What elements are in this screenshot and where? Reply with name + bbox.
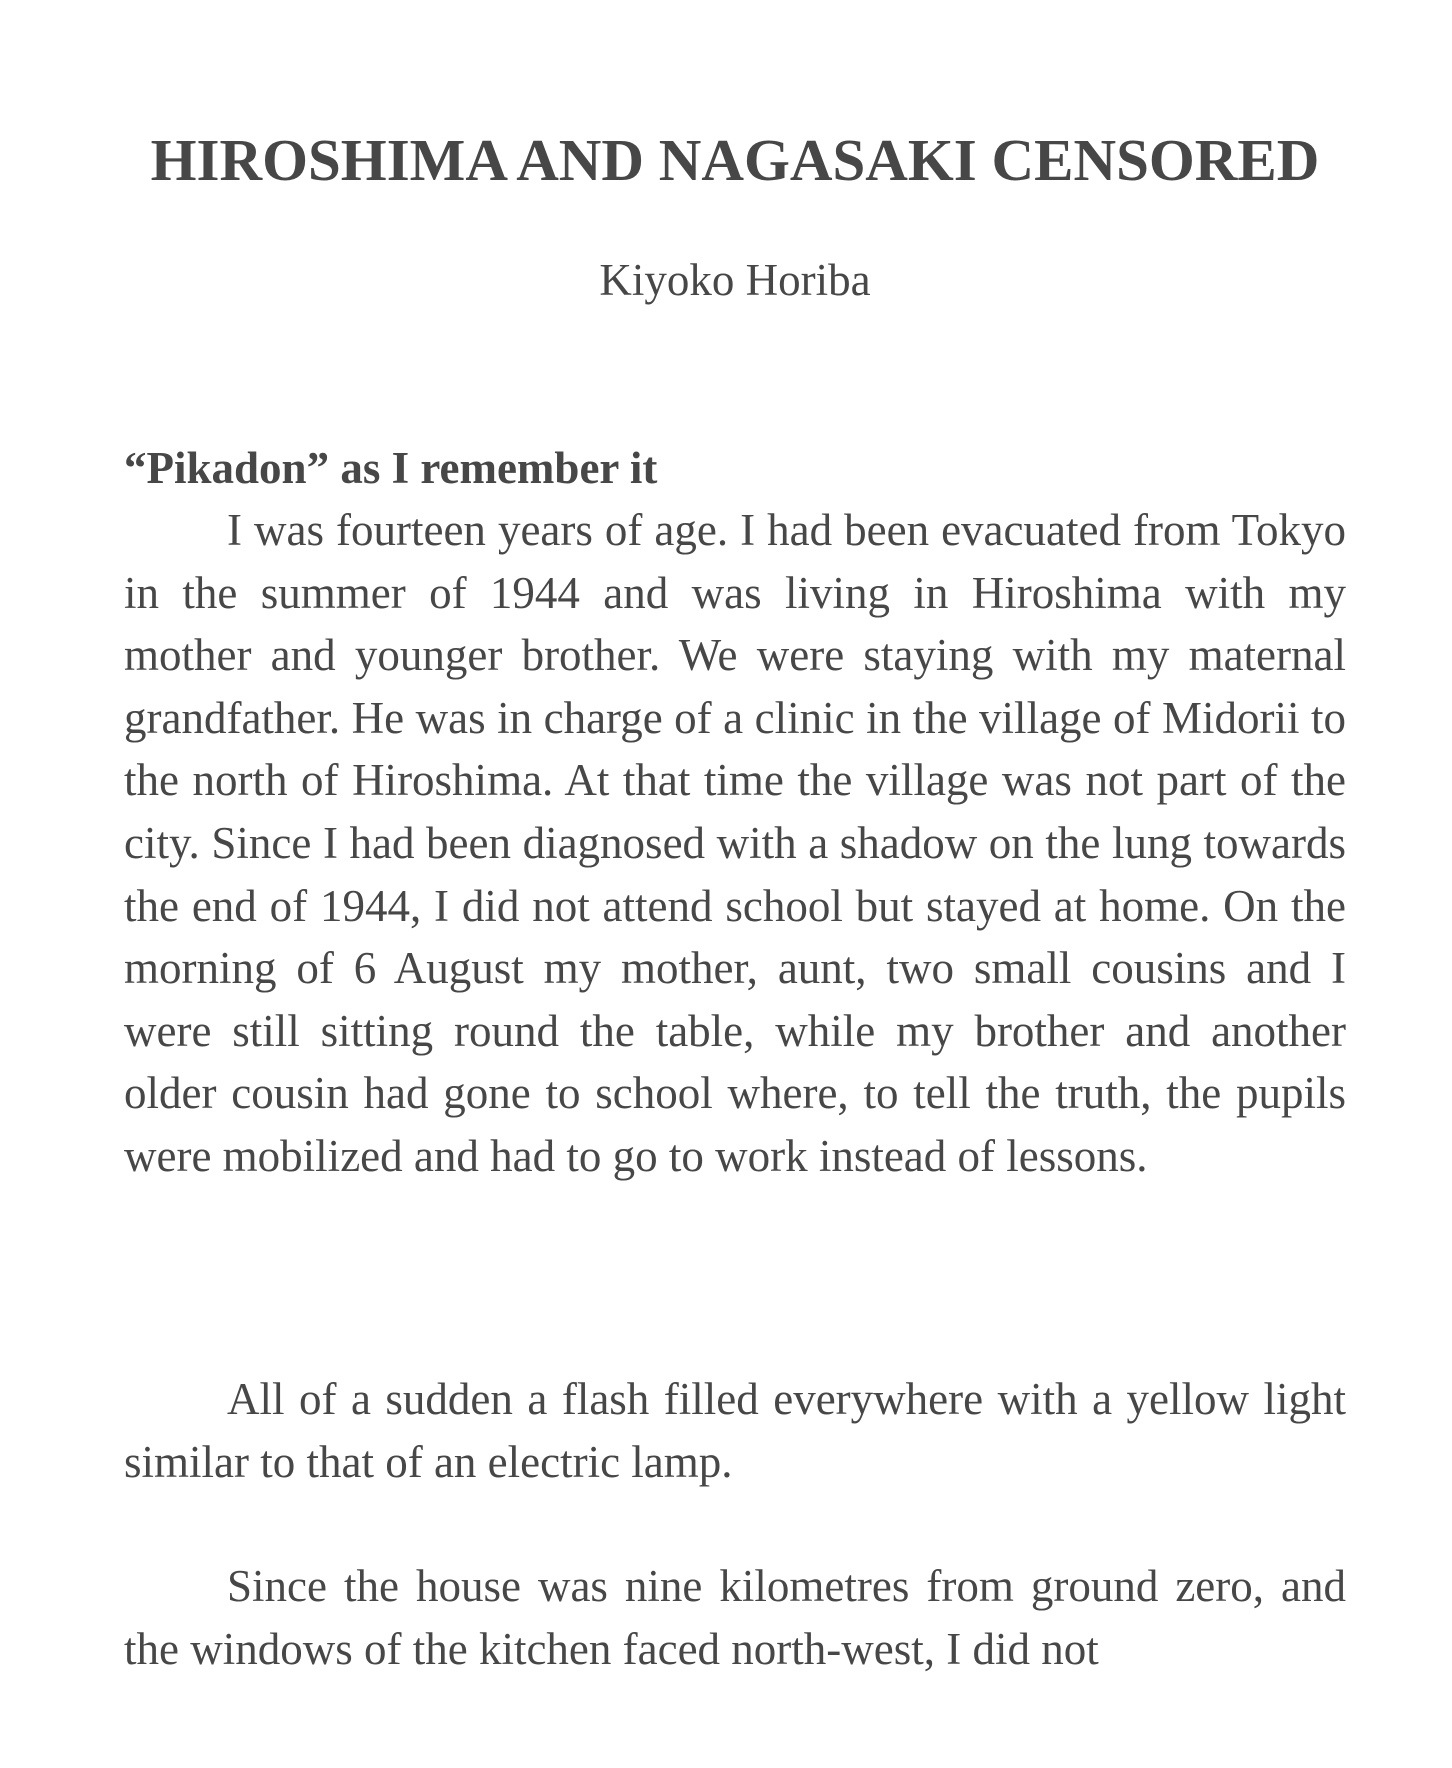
document-title: HIROSHIMA AND NAGASAKI CENSORED (150, 127, 1320, 193)
paragraph: All of a sudden a flash filled everywhere with a yellow light similar to that of an electric lamp. (124, 1374, 1346, 1487)
paragraph: Since the house was nine kilometres from ground zero, and the windows of the kitchen faced north-west, I did not (124, 1561, 1346, 1674)
author-name: Kiyoko Horiba (599, 255, 871, 305)
paragraph: I was fourteen years of age. I had been evacuated from Tokyo in the summer of 1944 and was living in Hiroshima with my mother and younger brother. We were staying with my maternal grandfather. He was in charge of a clinic in the village of Midorii to the north of Hiroshima. At that time the village was not part of the city. Since I had been diagnosed with a shadow on the lung towards the end of 1944, I did not attend school but stayed at home. On the morning of 6 August my mother, aunt, two small cousins and I were still sitting round the table, while my brother and another older cousin had gone to school where, to tell the truth, the pupils were mobilized and had to go to work instead of lessons. (124, 505, 1346, 1181)
section-heading: “Pikadon” as I remember it (124, 443, 658, 493)
